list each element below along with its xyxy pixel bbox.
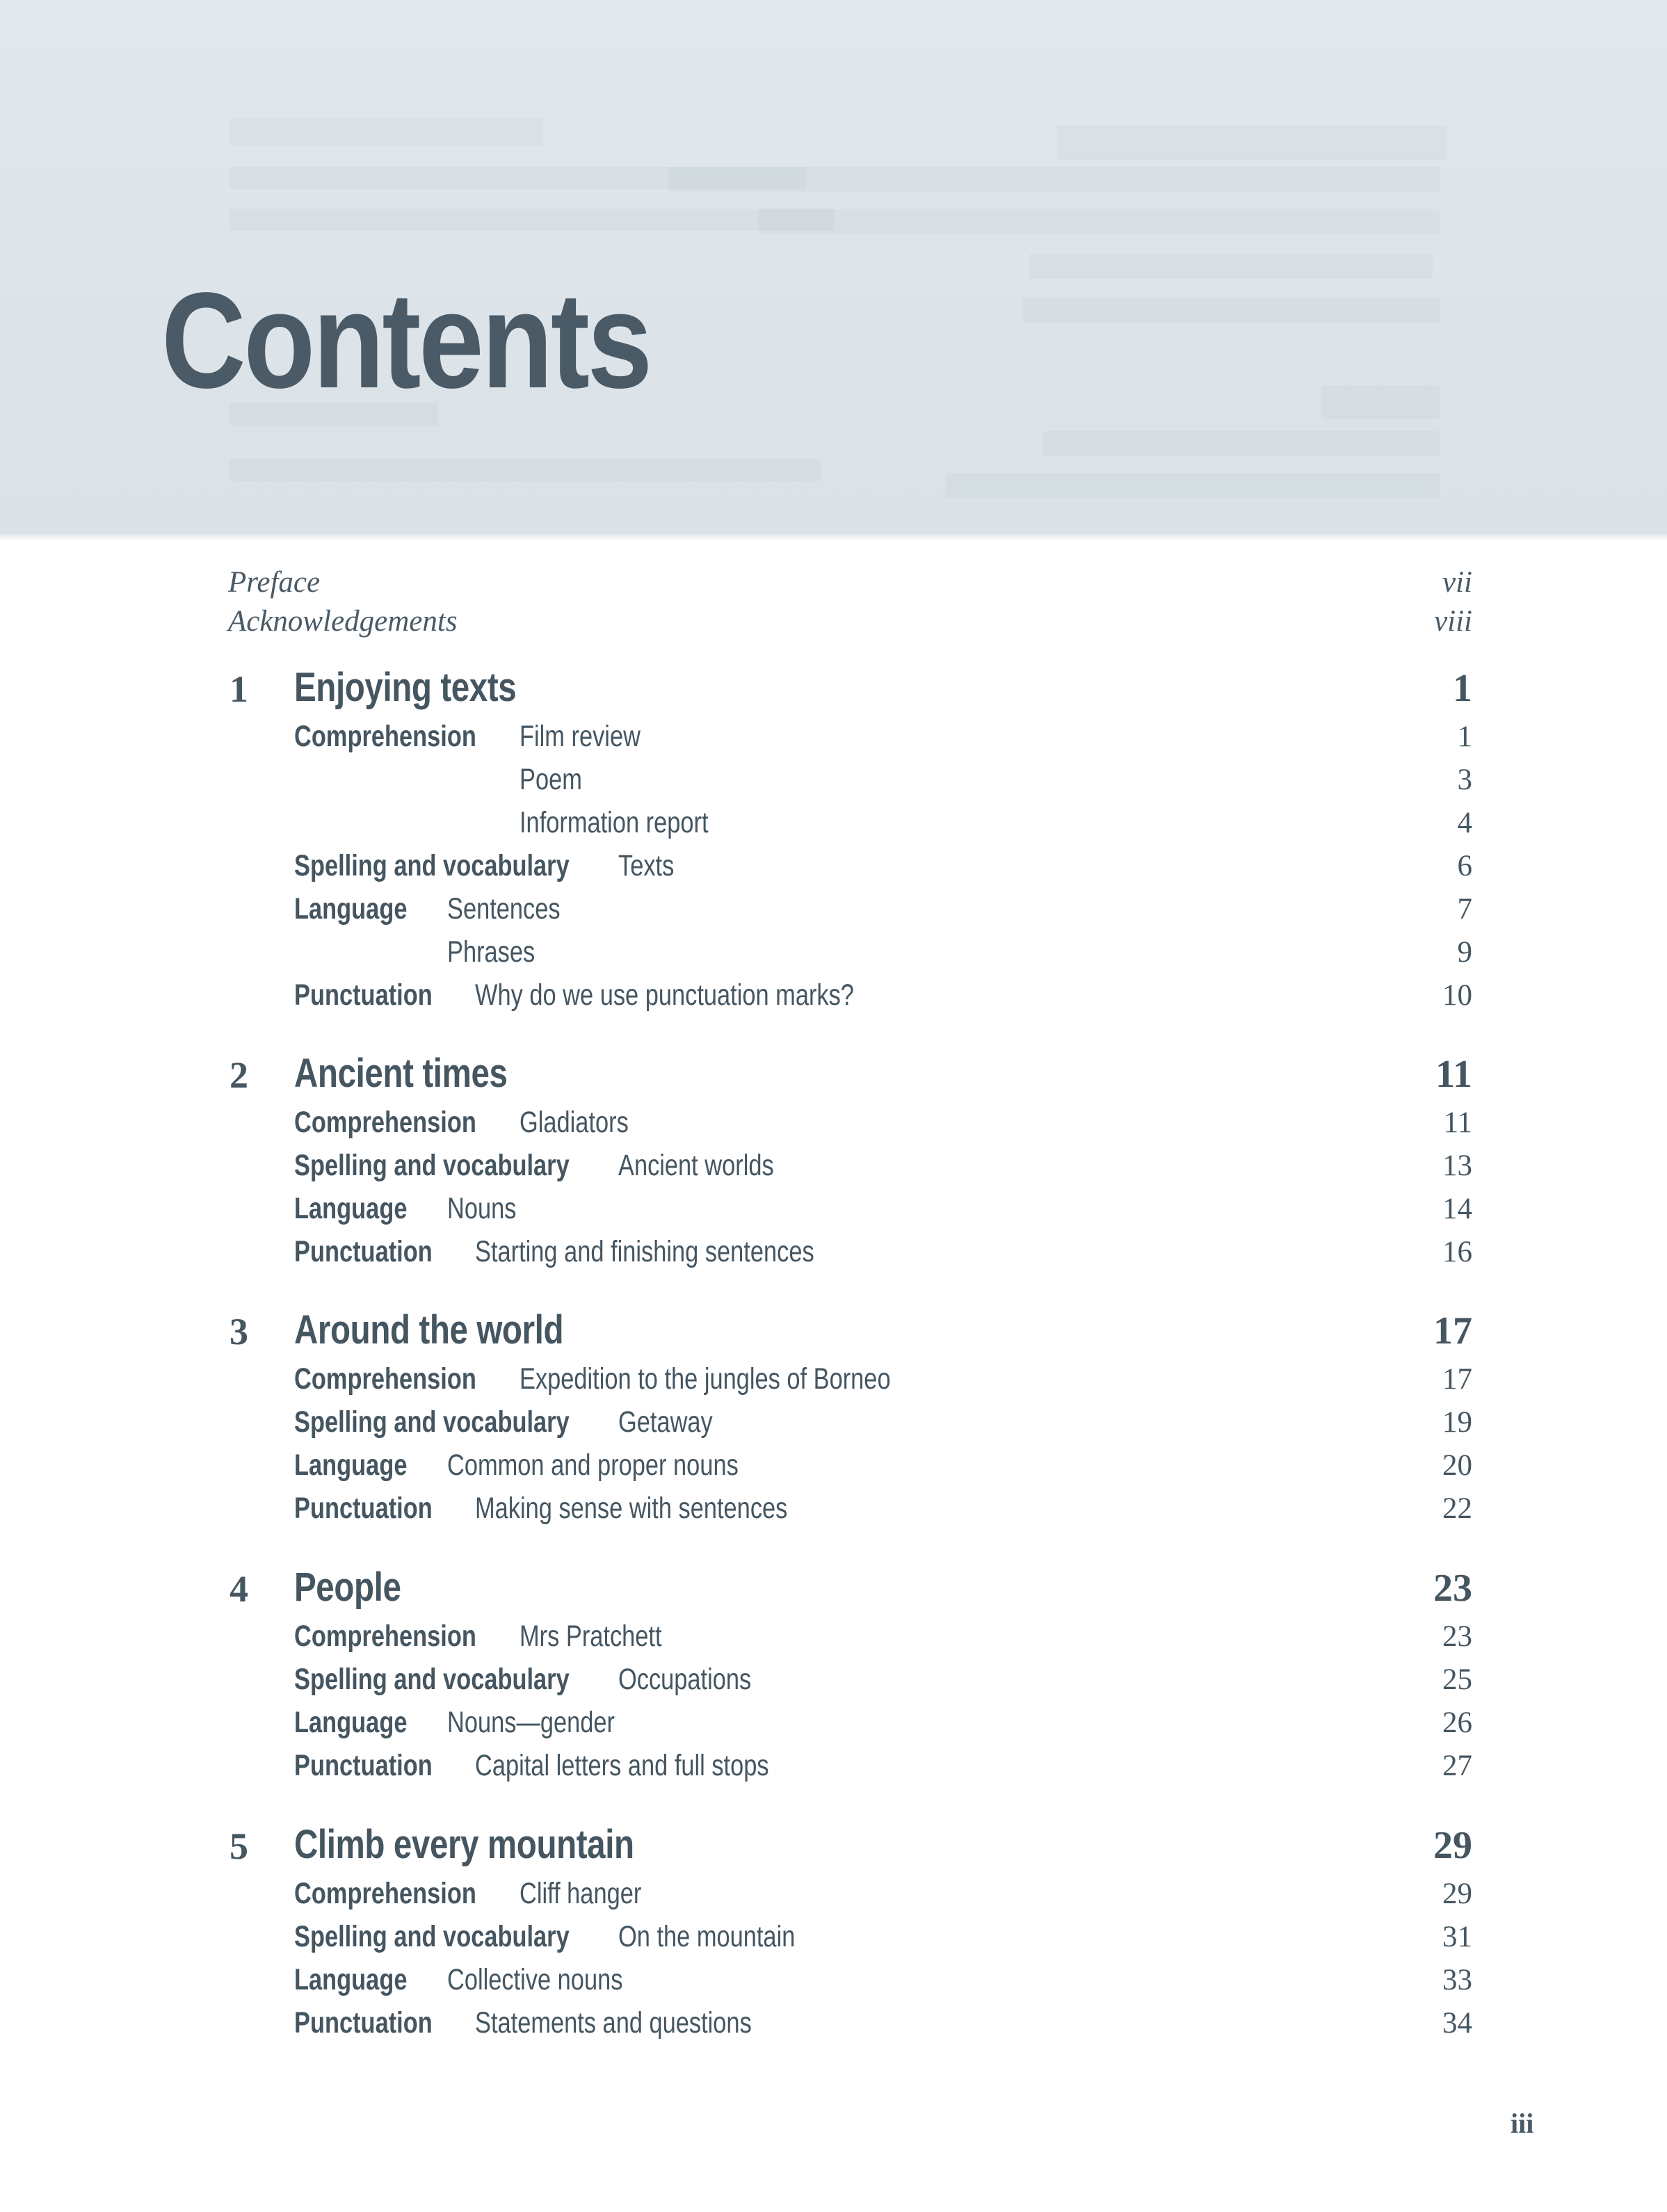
entry-page-number: 34 bbox=[1442, 2007, 1472, 2040]
entry-category: Punctuation bbox=[294, 1749, 433, 1782]
toc-entry[interactable] bbox=[0, 759, 1667, 797]
bleed-through-artifact bbox=[946, 473, 1440, 498]
entry-title: Statements and questions bbox=[475, 2006, 752, 2040]
entry-title: Gladiators bbox=[520, 1106, 629, 1139]
toc-front-matter-entry[interactable] bbox=[0, 558, 1667, 599]
toc-front-matter-entry[interactable] bbox=[0, 597, 1667, 638]
entry-category: Comprehension bbox=[294, 1620, 476, 1653]
toc-entry[interactable] bbox=[0, 1873, 1667, 1911]
entry-title: Getaway bbox=[618, 1405, 713, 1439]
bleed-through-artifact bbox=[229, 459, 821, 481]
entry-category: Language bbox=[294, 1192, 408, 1225]
toc-entry[interactable] bbox=[0, 1145, 1667, 1183]
entry-title: Cliff hanger bbox=[520, 1877, 642, 1910]
entry-page-number: 6 bbox=[1457, 850, 1472, 882]
entry-category: Spelling and vocabulary bbox=[294, 1405, 570, 1439]
chapter-number: 4 bbox=[229, 1568, 248, 1610]
entry-page-number: 29 bbox=[1442, 1878, 1472, 1910]
chapter-title: Ancient times bbox=[294, 1051, 508, 1096]
entry-category: Language bbox=[294, 1448, 408, 1482]
entry-title: Sentences bbox=[447, 892, 561, 926]
entry-title: Nouns bbox=[447, 1192, 517, 1225]
toc-entry[interactable] bbox=[0, 1745, 1667, 1783]
entry-category: Spelling and vocabulary bbox=[294, 1920, 570, 1953]
entry-label: Preface bbox=[228, 566, 321, 599]
entry-page-number: 27 bbox=[1442, 1750, 1472, 1782]
entry-category: Comprehension bbox=[294, 720, 476, 753]
bleed-through-artifact bbox=[758, 209, 1440, 234]
entry-page-number: 25 bbox=[1442, 1663, 1472, 1696]
entry-page-number: 9 bbox=[1457, 936, 1472, 969]
entry-page-number: 13 bbox=[1442, 1149, 1472, 1182]
bleed-through-artifact bbox=[1057, 125, 1447, 160]
chapter-heading[interactable] bbox=[0, 1053, 1667, 1097]
entry-page-number: 22 bbox=[1442, 1492, 1472, 1525]
chapter-page-number: 1 bbox=[1453, 667, 1472, 710]
entry-page-number: 4 bbox=[1457, 807, 1472, 839]
entry-title: Information report bbox=[520, 806, 709, 839]
entry-page-number: 10 bbox=[1442, 979, 1472, 1012]
entry-page-number: 3 bbox=[1457, 764, 1472, 796]
entry-category: Spelling and vocabulary bbox=[294, 1663, 570, 1696]
entry-category: Language bbox=[294, 1706, 408, 1739]
entry-title: Occupations bbox=[618, 1663, 752, 1696]
bleed-through-artifact bbox=[1321, 386, 1440, 419]
entry-title: Making sense with sentences bbox=[475, 1492, 788, 1525]
entry-page-number: 1 bbox=[1457, 720, 1472, 753]
toc-entry[interactable] bbox=[0, 802, 1667, 840]
entry-category: Punctuation bbox=[294, 2006, 433, 2040]
entry-title: Common and proper nouns bbox=[447, 1448, 739, 1482]
entry-category: Punctuation bbox=[294, 1235, 433, 1268]
chapter-number: 5 bbox=[229, 1825, 248, 1867]
entry-page-number: 19 bbox=[1442, 1406, 1472, 1439]
entry-title: Nouns—gender bbox=[447, 1706, 615, 1739]
chapter-title: Enjoying texts bbox=[294, 665, 517, 710]
bleed-through-artifact bbox=[1029, 254, 1433, 279]
chapter-heading[interactable] bbox=[0, 1822, 1667, 1868]
toc-entry[interactable] bbox=[0, 2002, 1667, 2040]
toc-entry[interactable] bbox=[0, 1959, 1667, 1997]
entry-title: Texts bbox=[618, 849, 675, 882]
entry-title: Phrases bbox=[447, 935, 535, 969]
chapter-number: 2 bbox=[229, 1054, 248, 1096]
bleed-through-artifact bbox=[229, 167, 807, 189]
entry-page-number: 31 bbox=[1442, 1921, 1472, 1953]
chapter-number: 3 bbox=[229, 1311, 248, 1353]
toc-entry[interactable] bbox=[0, 1615, 1667, 1654]
entry-category: Spelling and vocabulary bbox=[294, 1149, 570, 1182]
entry-page-number: viii bbox=[1434, 605, 1472, 638]
chapter-page-number: 11 bbox=[1435, 1053, 1472, 1096]
entry-title: On the mountain bbox=[618, 1920, 796, 1953]
entry-page-number: 16 bbox=[1442, 1236, 1472, 1268]
toc-entry[interactable] bbox=[0, 1702, 1667, 1740]
toc-entry[interactable] bbox=[0, 1231, 1667, 1269]
entry-category: Spelling and vocabulary bbox=[294, 849, 570, 882]
chapter-title: People bbox=[294, 1565, 401, 1610]
entry-page-number: 14 bbox=[1442, 1193, 1472, 1225]
entry-page-number: vii bbox=[1442, 566, 1472, 599]
entry-title: Capital letters and full stops bbox=[475, 1749, 769, 1782]
page-title: Contents bbox=[161, 264, 650, 417]
chapter-heading[interactable] bbox=[0, 1307, 1667, 1353]
chapter-title: Around the world bbox=[294, 1307, 564, 1353]
bleed-through-artifact bbox=[1022, 298, 1440, 323]
toc-entry[interactable] bbox=[0, 845, 1667, 883]
entry-page-number: 11 bbox=[1443, 1106, 1472, 1139]
entry-page-number: 33 bbox=[1442, 1964, 1472, 1996]
toc-entry[interactable] bbox=[0, 1444, 1667, 1483]
toc-entry[interactable] bbox=[0, 931, 1667, 969]
entry-title: Film review bbox=[520, 720, 641, 753]
chapter-page-number: 23 bbox=[1433, 1567, 1472, 1610]
entry-title: Starting and finishing sentences bbox=[475, 1235, 814, 1268]
bleed-through-artifact bbox=[1043, 431, 1440, 456]
entry-category: Comprehension bbox=[294, 1877, 476, 1910]
entry-title: Poem bbox=[520, 763, 582, 796]
entry-page-number: 17 bbox=[1442, 1363, 1472, 1396]
chapter-number: 1 bbox=[229, 668, 248, 710]
chapter-heading[interactable] bbox=[0, 1567, 1667, 1610]
entry-title: Why do we use punctuation marks? bbox=[475, 978, 854, 1012]
entry-title: Collective nouns bbox=[447, 1963, 623, 1996]
bleed-through-artifact bbox=[229, 209, 835, 231]
entry-category: Language bbox=[294, 892, 408, 926]
toc-entry[interactable] bbox=[0, 716, 1667, 754]
toc-entry[interactable] bbox=[0, 888, 1667, 926]
page-number: iii bbox=[1511, 2108, 1534, 2139]
entry-category: Punctuation bbox=[294, 978, 433, 1012]
chapter-page-number: 29 bbox=[1433, 1824, 1472, 1867]
toc-entry[interactable] bbox=[0, 1358, 1667, 1396]
entry-title: Expedition to the jungles of Borneo bbox=[520, 1362, 891, 1396]
toc-entry[interactable] bbox=[0, 1658, 1667, 1697]
entry-page-number: 23 bbox=[1442, 1620, 1472, 1653]
entry-category: Language bbox=[294, 1963, 408, 1996]
entry-page-number: 20 bbox=[1442, 1449, 1472, 1482]
toc-entry[interactable] bbox=[0, 1188, 1667, 1226]
entry-label: Acknowledgements bbox=[228, 605, 458, 638]
entry-category: Punctuation bbox=[294, 1492, 433, 1525]
entry-page-number: 7 bbox=[1457, 893, 1472, 926]
entry-category: Comprehension bbox=[294, 1362, 476, 1396]
toc-entry[interactable] bbox=[0, 974, 1667, 1012]
entry-title: Ancient worlds bbox=[618, 1149, 774, 1182]
toc-entry[interactable] bbox=[0, 1916, 1667, 1954]
toc-entry[interactable] bbox=[0, 1401, 1667, 1439]
entry-category: Comprehension bbox=[294, 1106, 476, 1139]
chapter-heading[interactable] bbox=[0, 665, 1667, 711]
toc-entry[interactable] bbox=[0, 1487, 1667, 1526]
toc-entry[interactable] bbox=[0, 1101, 1667, 1140]
entry-page-number: 26 bbox=[1442, 1706, 1472, 1739]
entry-title: Mrs Pratchett bbox=[520, 1620, 662, 1653]
chapter-page-number: 17 bbox=[1433, 1309, 1472, 1353]
chapter-title: Climb every mountain bbox=[294, 1822, 634, 1867]
bleed-through-artifact bbox=[229, 118, 542, 146]
